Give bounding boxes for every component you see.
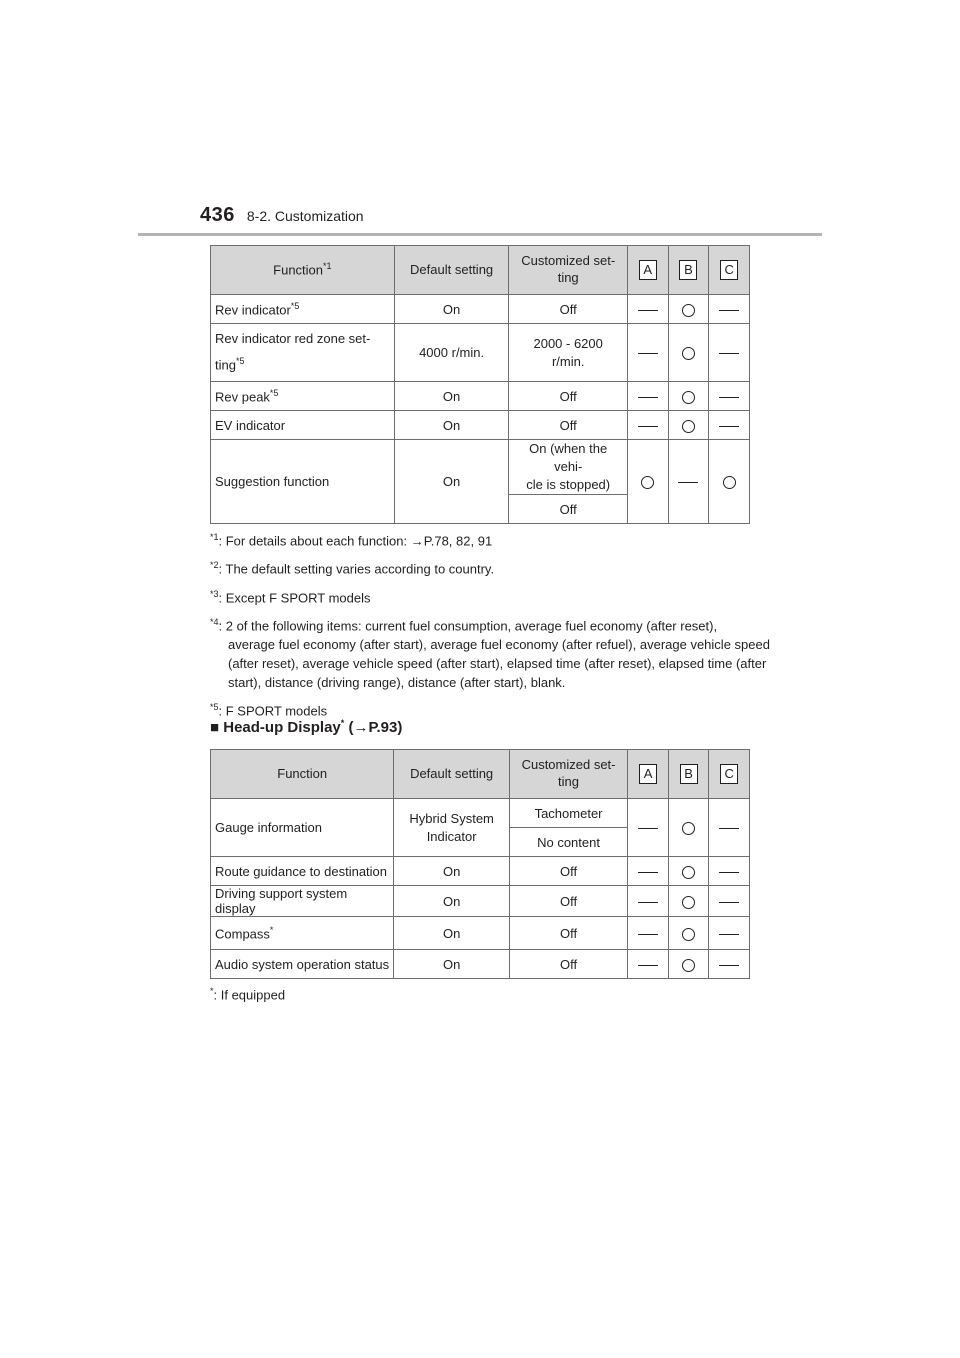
cell-default: On <box>394 382 509 411</box>
cell-c <box>709 440 750 524</box>
table-header-row <box>211 246 750 295</box>
cell-b <box>668 917 708 950</box>
circle-icon <box>682 928 695 941</box>
dash-icon <box>638 965 658 966</box>
customization-table-1 <box>210 245 750 524</box>
cell-default: 4000 r/min. <box>394 324 509 382</box>
cell-custom: Off <box>509 857 627 886</box>
cell-a <box>627 411 668 440</box>
cell-function: Rev peak$^{*5}$ <box>211 382 395 411</box>
footnote: $^{*2}$: The default setting varies according to country. <box>210 560 495 577</box>
footnote: $^{*4}$: 2 of the following items: current fuel consumption, average fuel economy (after reset), average fuel economy (after start), average fuel economy (after refuel), average vehicle speed (after reset), average vehicle speed (after start), elapsed time (after reset), elapsed time (after start), distance (driving range), distance (after start), blank. <box>210 616 770 691</box>
cell-default: On <box>394 886 510 917</box>
header-c: C <box>709 246 750 295</box>
circle-icon <box>682 866 695 879</box>
cell-a <box>627 440 668 524</box>
dash-icon <box>638 426 658 427</box>
cell-default: On <box>394 411 509 440</box>
cell-c <box>709 324 750 382</box>
cell-function: Driving support system display <box>211 886 394 917</box>
dash-icon <box>638 828 658 829</box>
dash-icon <box>719 426 739 427</box>
header-default: Default setting <box>394 750 510 799</box>
footnote: $^{*5}$: F SPORT models <box>210 702 328 719</box>
cell-b <box>668 799 708 857</box>
cell-c <box>709 382 750 411</box>
header-default: Default setting <box>394 246 509 295</box>
footnotes <box>210 528 770 727</box>
cell-b <box>668 857 708 886</box>
cell-c <box>709 295 750 324</box>
header-function: Function <box>211 750 394 799</box>
dash-icon <box>719 310 739 311</box>
header-b: B <box>668 246 709 295</box>
circle-icon <box>682 347 695 360</box>
header-rule <box>138 233 822 236</box>
cell-a <box>628 917 669 950</box>
dash-icon <box>719 902 739 903</box>
footnote: $^{*1}$: For details about each function: →P.78, 82, 91 <box>210 532 493 549</box>
dash-icon <box>719 965 739 966</box>
cell-a <box>628 857 669 886</box>
cell-b <box>668 440 709 524</box>
cell-c <box>709 857 750 886</box>
header-function: Function$^{*1}$ <box>211 246 395 295</box>
table-row <box>211 440 750 495</box>
dash-icon <box>638 872 658 873</box>
cell-b <box>668 411 709 440</box>
cell-default: On <box>394 917 510 950</box>
dash-icon <box>638 902 658 903</box>
table-header-row <box>211 750 750 799</box>
footnote-if-equipped: *: If equipped <box>210 986 286 1003</box>
cell-a <box>627 295 668 324</box>
cell-c <box>709 950 750 979</box>
square-bullet-icon: ■ <box>210 719 220 736</box>
table-row <box>211 324 750 382</box>
dash-icon <box>719 828 739 829</box>
cell-default: On <box>394 857 510 886</box>
header-a: A <box>628 750 669 799</box>
cell-custom: Off <box>509 495 627 524</box>
cell-c <box>709 886 750 917</box>
cell-function: Rev indicator$^{*5}$ <box>211 295 395 324</box>
dash-icon <box>638 353 658 354</box>
circle-icon <box>682 420 695 433</box>
cell-default: Hybrid System Indicator <box>394 799 510 857</box>
circle-icon <box>723 476 736 489</box>
cell-b <box>668 324 709 382</box>
cell-c <box>709 799 750 857</box>
header-c: C <box>709 750 750 799</box>
page-header <box>200 204 364 227</box>
cell-function: Route guidance to destination <box>211 857 394 886</box>
cell-a <box>628 799 669 857</box>
dash-icon <box>719 353 739 354</box>
table-row <box>211 857 750 886</box>
cell-custom: Off <box>509 950 627 979</box>
header-customized: Customized set- ting <box>509 246 627 295</box>
circle-icon <box>682 896 695 909</box>
footnote-continuation: average fuel economy (after start), average fuel economy (after refuel), average vehicle speed (after reset), average vehicle speed (after start), elapsed time (after reset), elapsed time (after start), distance (driving range), distance (after start), blank. <box>228 637 770 691</box>
circle-icon <box>641 476 654 489</box>
section-subheading: ■ Head-up Display* (→P.93) <box>210 718 403 736</box>
cell-custom: No content <box>509 828 627 857</box>
header-a: A <box>627 246 668 295</box>
cell-b <box>668 382 709 411</box>
table-row <box>211 799 750 828</box>
cell-c <box>709 411 750 440</box>
cell-function: Gauge information <box>211 799 394 857</box>
table-row <box>211 950 750 979</box>
header-b: B <box>668 750 708 799</box>
cell-a <box>627 382 668 411</box>
cell-default: On <box>394 295 509 324</box>
cell-function: Audio system operation status <box>211 950 394 979</box>
cell-custom: Off <box>509 917 627 950</box>
dash-icon <box>638 310 658 311</box>
cell-a <box>627 324 668 382</box>
cell-custom: 2000 - 6200 r/min. <box>509 324 627 382</box>
section-title: 8-2. Customization <box>246 208 364 224</box>
cell-b <box>668 886 708 917</box>
cell-c <box>709 917 750 950</box>
circle-icon <box>682 304 695 317</box>
cell-default: On <box>394 950 510 979</box>
table-row <box>211 411 750 440</box>
cell-a <box>628 886 669 917</box>
table-row <box>211 917 750 950</box>
customization-table-2 <box>210 749 750 979</box>
circle-icon <box>682 391 695 404</box>
cell-b <box>668 295 709 324</box>
table-row <box>211 886 750 917</box>
cell-function: Rev indicator red zone set- ting$^{*5}$ <box>211 324 395 382</box>
table-row <box>211 295 750 324</box>
cell-function: Compass* <box>211 917 394 950</box>
cell-custom: Tachometer <box>509 799 627 828</box>
table-row <box>211 382 750 411</box>
cell-b <box>668 950 708 979</box>
cell-function: EV indicator <box>211 411 395 440</box>
cell-custom: Off <box>509 411 627 440</box>
cell-custom: Off <box>509 886 627 917</box>
cell-a <box>628 950 669 979</box>
circle-icon <box>682 822 695 835</box>
dash-icon <box>719 872 739 873</box>
dash-icon <box>638 934 658 935</box>
cell-custom: Off <box>509 382 627 411</box>
circle-icon <box>682 959 695 972</box>
dash-icon <box>678 482 698 483</box>
dash-icon <box>638 397 658 398</box>
dash-icon <box>719 397 739 398</box>
header-customized: Customized set- ting <box>509 750 627 799</box>
dash-icon <box>719 934 739 935</box>
page-number: 436 <box>200 204 235 226</box>
footnote: $^{*3}$: Except F SPORT models <box>210 588 371 605</box>
cell-custom: On (when the vehi- cle is stopped) <box>509 440 627 495</box>
cell-custom: Off <box>509 295 627 324</box>
cell-function: Suggestion function <box>211 440 395 524</box>
cell-default: On <box>394 440 509 524</box>
